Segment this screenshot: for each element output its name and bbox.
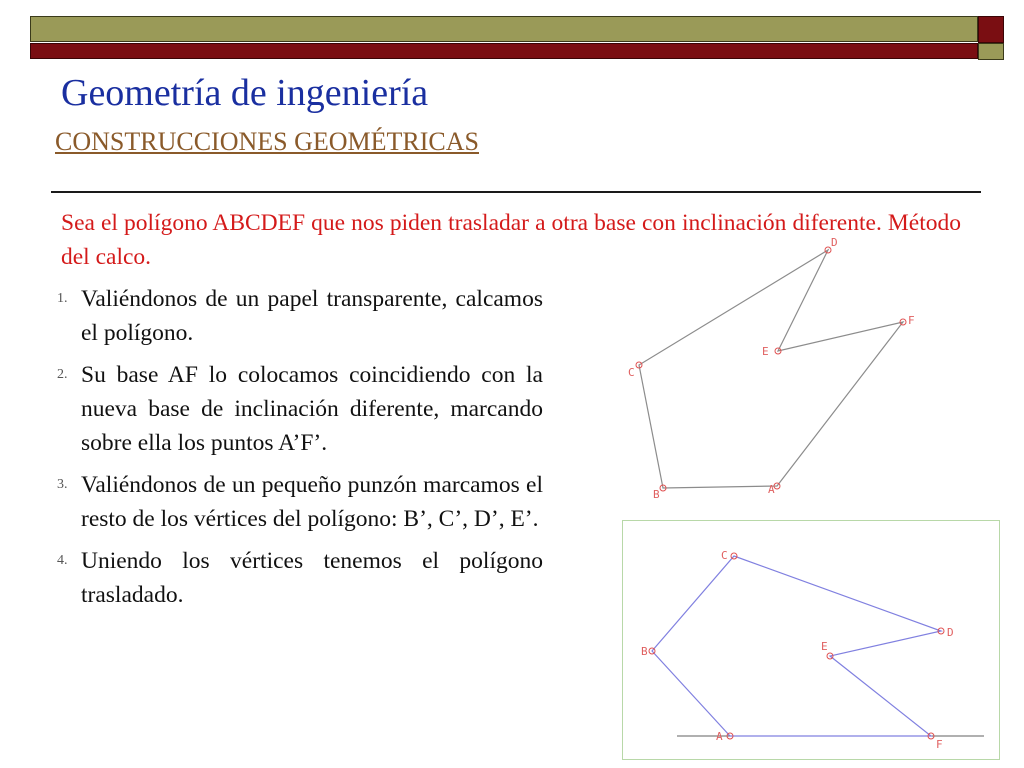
step-text: Valiéndonos de un pequeño punzón marcamos el resto de los vértices del polígono: B’, C’, D’, E’. [81, 472, 543, 532]
intro-text: Sea el polígono ABCDEF que nos piden trasladar a otra base con inclinación diferente. Método del calco. [61, 210, 961, 270]
label-c: C [721, 549, 728, 562]
step-number: 1. [57, 291, 68, 306]
banner-corner-maroon [978, 16, 1004, 43]
moved-polygon-figure [622, 520, 1000, 760]
list-item [57, 468, 543, 536]
banner-maroon-stripe [30, 43, 978, 59]
steps-list [57, 282, 543, 620]
moved-polygon [652, 556, 941, 736]
label-d: D [831, 236, 838, 249]
original-polygon-figure [610, 230, 930, 500]
step-number: 2. [57, 367, 68, 382]
original-polygon [639, 250, 903, 488]
banner-olive-stripe [30, 16, 978, 42]
title-divider [51, 191, 981, 193]
label-e: E [821, 640, 828, 653]
label-b: B [641, 645, 648, 658]
banner-corner-olive [978, 43, 1004, 60]
step-text: Su base AF lo colocamos coincidiendo con la nueva base de inclinación diferente, marcando sobre ella los puntos A’F’. [81, 362, 543, 456]
header-banner [30, 16, 978, 60]
slide-title: Geometría de ingeniería [61, 72, 429, 114]
list-item [57, 358, 543, 460]
label-d: D [947, 626, 954, 639]
label-c: C [628, 366, 635, 379]
label-f: F [908, 314, 915, 327]
slide-subtitle[interactable]: CONSTRUCCIONES GEOMÉTRICAS [55, 127, 479, 156]
label-e: E [762, 345, 769, 358]
list-item [57, 282, 543, 350]
step-text: Valiéndonos de un papel transparente, calcamos el polígono. [81, 286, 543, 346]
label-f: F [936, 738, 943, 751]
step-number: 4. [57, 553, 68, 568]
label-a: A [716, 730, 723, 743]
label-b: B [653, 488, 660, 500]
label-a: A [768, 483, 775, 496]
step-text: Uniendo los vértices tenemos el polígono trasladado. [81, 548, 543, 608]
list-item [57, 544, 543, 612]
step-number: 3. [57, 477, 68, 492]
